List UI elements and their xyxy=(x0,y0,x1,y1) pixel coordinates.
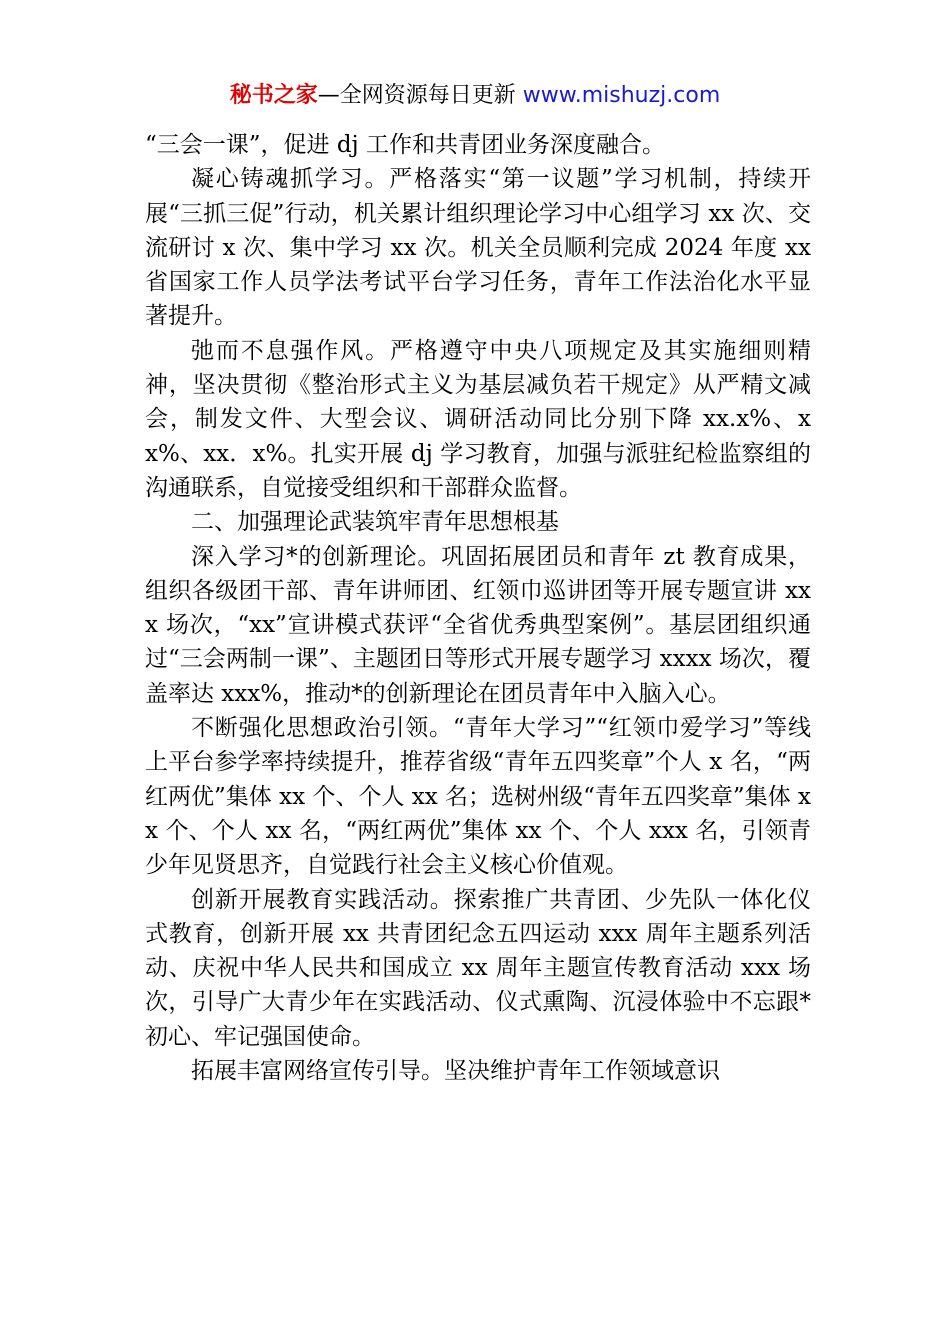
site-slogan: —全网资源每日更新 xyxy=(317,83,523,108)
site-url-link[interactable]: www.mishuzj.com xyxy=(522,83,721,108)
paragraph-continuation: “三会一课”，促进 dj 工作和共青团业务深度融合。 xyxy=(145,132,665,158)
site-brand: 秘书之家 xyxy=(229,83,318,108)
document-body xyxy=(145,128,811,1088)
section-heading-two: 二、加强理论武装筑牢青年思想根基 xyxy=(191,509,559,536)
paragraph-work-style: 弛而不息强作风。严格遵守中央八项规定及其实施细则精神，坚决贯彻《整治形式主义为基层减负若干规定》从严精文减会，制发文件、大型会议、调研活动同比分别下降 xx.x%、xx%、xx．x%。扎实开展 dj 学习教育，加强与派驻纪检监察组的沟通联系，自觉接受组织和干部群众监督。 xyxy=(145,337,811,501)
paragraph-online-publicity: 拓展丰富网络宣传引导。坚决维护青年工作领域意识 xyxy=(191,1058,720,1085)
paragraph-theory-study: 深入学习*的创新理论。巩固拓展团员和青年 zt 教育成果，组织各级团干部、青年讲师团、红领巾巡讲团等开展专题宣讲 xxx 场次，“xx”宣讲模式获评“全省优秀典型案例”。基层团组织通过“三会两制一课”、主题团日等形式开展专题学习 xxxx 场次，覆盖率达 xxx%，推动*的创新理论在团员青年中入脑入心。 xyxy=(145,543,811,707)
paragraph-education-practice: 创新开展教育实践活动。探索推广共青团、少先队一体化仪式教育，创新开展 xx 共青团纪念五四运动 xxx 周年主题系列活动、庆祝中华人民共和国成立 xx 周年主题宣传教育活动 xxx 场次，引导广大青少年在实践活动、仪式熏陶、沉浸体验中不忘跟*初心、牢记强国使命。 xyxy=(145,886,811,1050)
site-header xyxy=(0,80,950,112)
paragraph-political-guidance: 不断强化思想政治引领。“青年大学习”“红领巾爱学习”等线上平台参学率持续提升，推荐省级“青年五四奖章”个人 x 名，“两红两优”集体 xx 个、个人 xx 名；选树州级“青年五四奖章”集体 xx 个、个人 xx 名，“两红两优”集体 xx 个、个人 xxx 名，引领青少年见贤思齐，自觉践行社会主义核心价值观。 xyxy=(145,715,811,879)
paragraph-study: 凝心铸魂抓学习。严格落实“第一议题”学习机制，持续开展“三抓三促”行动，机关累计组织理论学习中心组学习 xx 次、交流研讨 x 次、集中学习 xx 次。机关全员顺利完成 2024 年度 xx 省国家工作人员学法考试平台学习任务，青年工作法治化水平显著提升。 xyxy=(145,166,811,330)
